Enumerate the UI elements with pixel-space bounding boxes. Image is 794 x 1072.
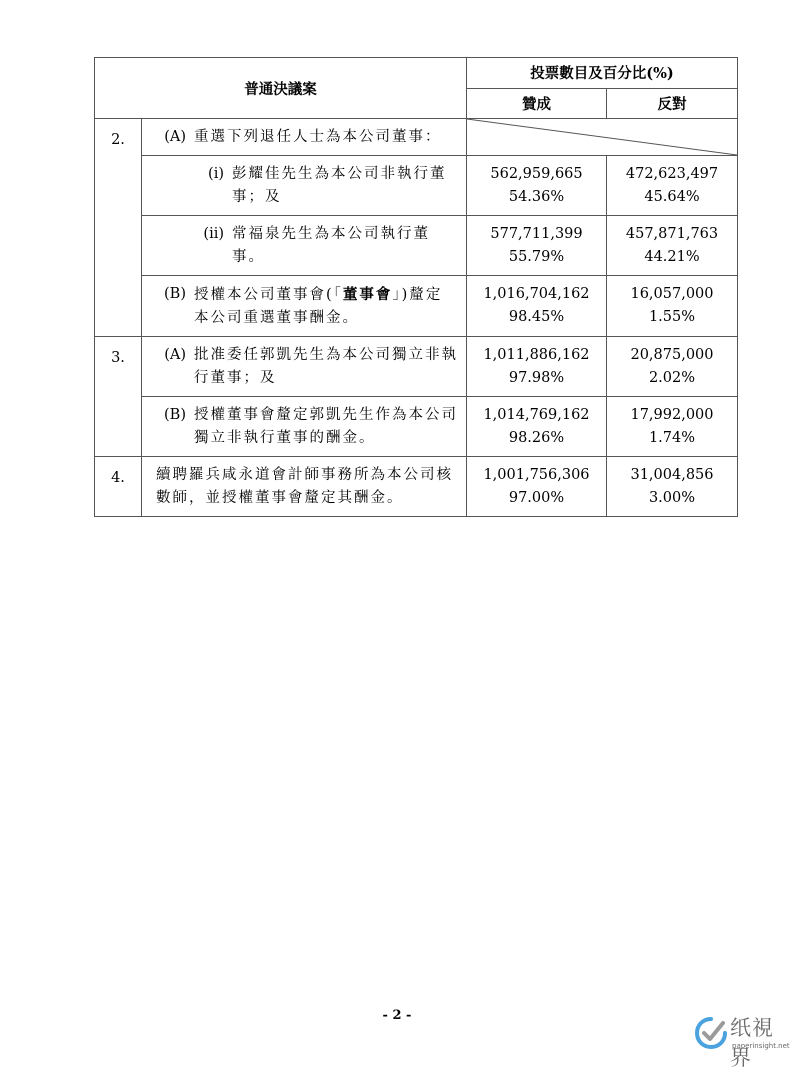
item-label: (i) bbox=[208, 166, 224, 182]
item-label: (B) bbox=[164, 286, 186, 302]
resolution-text bbox=[142, 119, 467, 156]
resolution-number: 4. bbox=[95, 457, 142, 517]
against-cell bbox=[607, 337, 738, 397]
item-text: 批准委任郭凱先生為本公司獨立非執行董事；及 bbox=[194, 347, 458, 386]
resolution-text bbox=[142, 216, 467, 276]
against-count: 17,992,000 bbox=[630, 407, 714, 423]
table-row bbox=[95, 216, 738, 276]
header-ordinary-resolutions: 普通決議案 bbox=[95, 58, 467, 119]
watermark-name: 纸視界 bbox=[730, 1016, 774, 1070]
for-count: 1,011,886,162 bbox=[483, 347, 590, 363]
against-cell bbox=[607, 216, 738, 276]
header-for: 贊成 bbox=[467, 88, 607, 119]
resolution-text bbox=[142, 156, 467, 216]
for-cell bbox=[467, 276, 607, 337]
against-pct: 44.21% bbox=[644, 249, 700, 265]
resolution-text bbox=[142, 457, 467, 517]
header-against: 反對 bbox=[607, 88, 738, 119]
defined-term: 董事會 bbox=[342, 286, 393, 303]
page-number: - 2 - bbox=[382, 1008, 412, 1023]
item-text bbox=[194, 283, 458, 330]
item-label: (A) bbox=[164, 347, 186, 363]
table-row bbox=[95, 457, 738, 517]
against-cell bbox=[607, 457, 738, 517]
against-pct: 2.02% bbox=[648, 370, 696, 386]
for-pct: 97.00% bbox=[508, 490, 565, 506]
for-count: 1,016,704,162 bbox=[483, 286, 590, 302]
against-count: 20,875,000 bbox=[630, 347, 714, 363]
against-cell bbox=[607, 397, 738, 457]
item-label: (B) bbox=[164, 407, 186, 423]
for-pct: 97.98% bbox=[508, 370, 565, 386]
against-pct: 1.55% bbox=[648, 309, 696, 325]
table-row bbox=[95, 337, 738, 397]
against-count: 16,057,000 bbox=[630, 286, 714, 302]
against-cell bbox=[607, 156, 738, 216]
item-label: (ii) bbox=[203, 226, 224, 242]
resolution-number: 3. bbox=[95, 337, 142, 457]
against-cell bbox=[607, 276, 738, 337]
for-pct: 54.36% bbox=[508, 189, 565, 205]
for-count: 562,959,665 bbox=[490, 166, 583, 182]
resolution-text bbox=[142, 276, 467, 337]
for-cell bbox=[467, 457, 607, 517]
against-count: 31,004,856 bbox=[630, 467, 714, 483]
against-pct: 3.00% bbox=[648, 490, 696, 506]
item-text-before: 授權本公司董事會(「 bbox=[194, 287, 343, 303]
table-row bbox=[95, 276, 738, 337]
header-votes: 投票數目及百分比(%) bbox=[467, 58, 738, 89]
resolution-text bbox=[142, 397, 467, 457]
item-text: 彭耀佳先生為本公司非執行董事；及 bbox=[232, 166, 447, 205]
for-count: 1,014,769,162 bbox=[483, 407, 590, 423]
watermark-site: paperinsight.net bbox=[732, 1042, 790, 1050]
watermark-logo-icon bbox=[694, 1016, 728, 1050]
against-count: 472,623,497 bbox=[625, 166, 719, 182]
item-text: 續聘羅兵咸永道會計師事務所為本公司核數師，並授權董事會釐定其酬金。 bbox=[156, 467, 453, 506]
diagonal-line bbox=[467, 119, 737, 155]
for-cell bbox=[467, 397, 607, 457]
for-cell bbox=[467, 337, 607, 397]
item-label: (A) bbox=[164, 129, 186, 145]
item-text-after: 」)釐定本公司重選董事酬金。 bbox=[194, 287, 443, 326]
table-row bbox=[95, 397, 738, 457]
for-pct: 98.45% bbox=[508, 309, 565, 325]
for-pct: 55.79% bbox=[508, 249, 565, 265]
for-count: 577,711,399 bbox=[490, 226, 583, 242]
table-row bbox=[95, 156, 738, 216]
for-count: 1,001,756,306 bbox=[483, 467, 590, 483]
resolutions-table bbox=[94, 57, 738, 517]
table-row bbox=[95, 119, 738, 156]
item-text: 授權董事會釐定郭凱先生作為本公司獨立非執行董事的酬金。 bbox=[194, 407, 458, 446]
diagonal-cell bbox=[467, 119, 738, 156]
item-text: 重選下列退任人士為本公司董事： bbox=[194, 129, 442, 145]
resolution-number: 2. bbox=[95, 119, 142, 337]
for-cell bbox=[467, 156, 607, 216]
for-pct: 98.26% bbox=[508, 430, 565, 446]
item-text: 常福泉先生為本公司執行董事。 bbox=[232, 226, 430, 265]
watermark-logo bbox=[692, 1012, 792, 1070]
resolution-text bbox=[142, 337, 467, 397]
for-cell bbox=[467, 216, 607, 276]
against-count: 457,871,763 bbox=[625, 226, 719, 242]
against-pct: 1.74% bbox=[648, 430, 696, 446]
against-pct: 45.64% bbox=[644, 189, 700, 205]
